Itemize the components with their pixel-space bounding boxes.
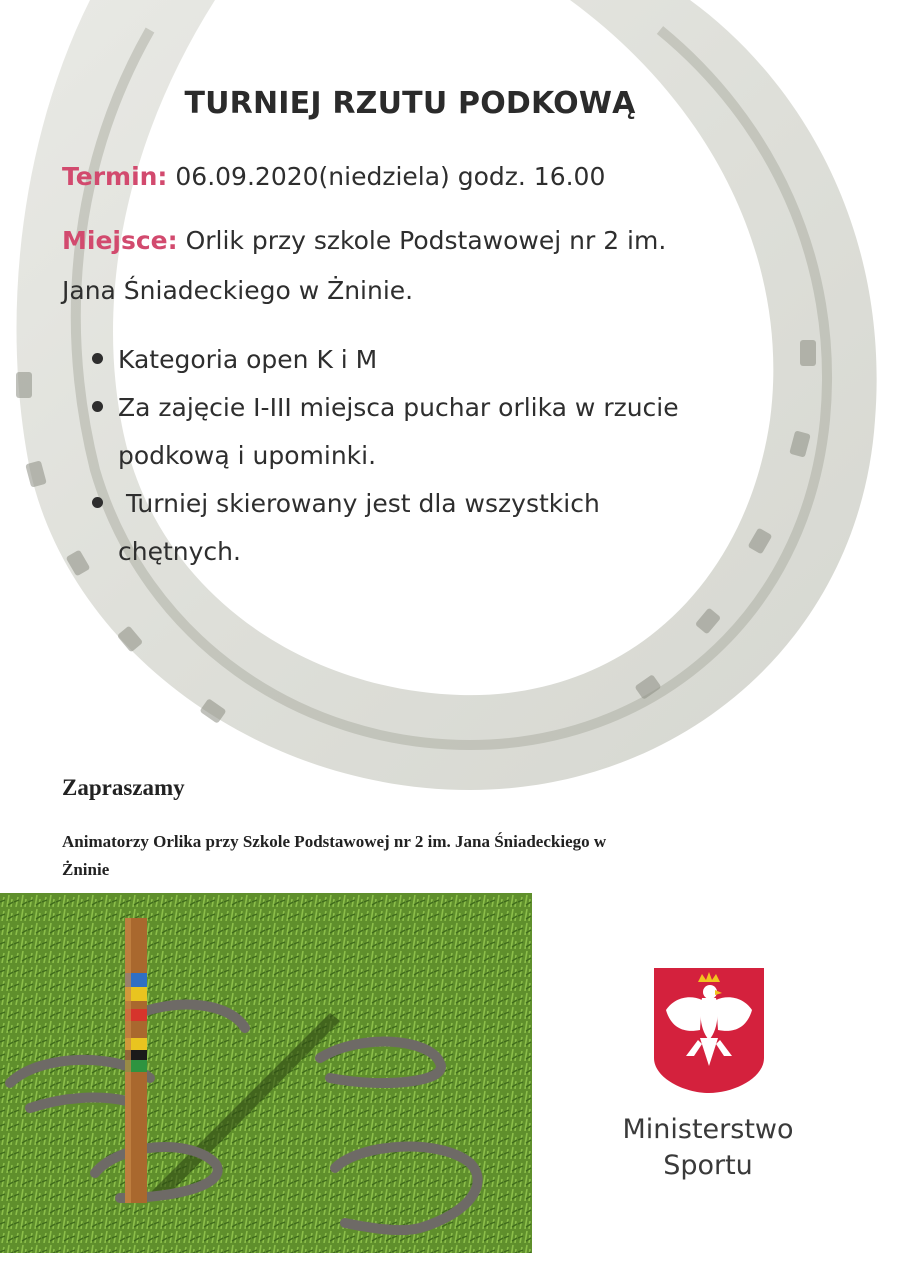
- bullet-dot-icon: [92, 353, 103, 364]
- date-value: 06.09.2020(niedziela) godz. 16.00: [175, 162, 606, 191]
- horseshoe-game-photo: [0, 893, 532, 1253]
- invite-text: Zapraszamy: [62, 775, 185, 800]
- date-label: Termin:: [62, 162, 168, 191]
- list-item: Kategoria open K i M: [92, 336, 772, 384]
- list-item: Turniej skierowany jest dla wszystkich chętnych.: [92, 480, 772, 576]
- bullet-dot-icon: [92, 401, 103, 412]
- organizers-text: Animatorzy Orlika przy Szkole Podstawowej nr 2 im. Jana Śniadeckiego w Żninie: [62, 832, 607, 879]
- list-item: Za zajęcie I-III miejsca puchar orlika w rzucie podkową i upominki.: [92, 384, 772, 480]
- info-bullet-list: [92, 336, 772, 576]
- polish-eagle-emblem-icon: [654, 968, 764, 1093]
- bullet-dot-icon: [92, 497, 103, 508]
- poster-title: TURNIEJ RZUTU PODKOWĄ: [184, 86, 636, 121]
- date-line: [62, 162, 605, 191]
- place-value-line1: Orlik przy szkole Podstawowej nr 2 im.: [185, 226, 667, 255]
- place-value-line2: Jana Śniadeckiego w Żninie.: [62, 276, 414, 305]
- ministry-of-sport-logo-text: Ministerstwo Sportu: [622, 1114, 794, 1181]
- place-line-1: [62, 226, 666, 255]
- place-label: Miejsce:: [62, 226, 178, 255]
